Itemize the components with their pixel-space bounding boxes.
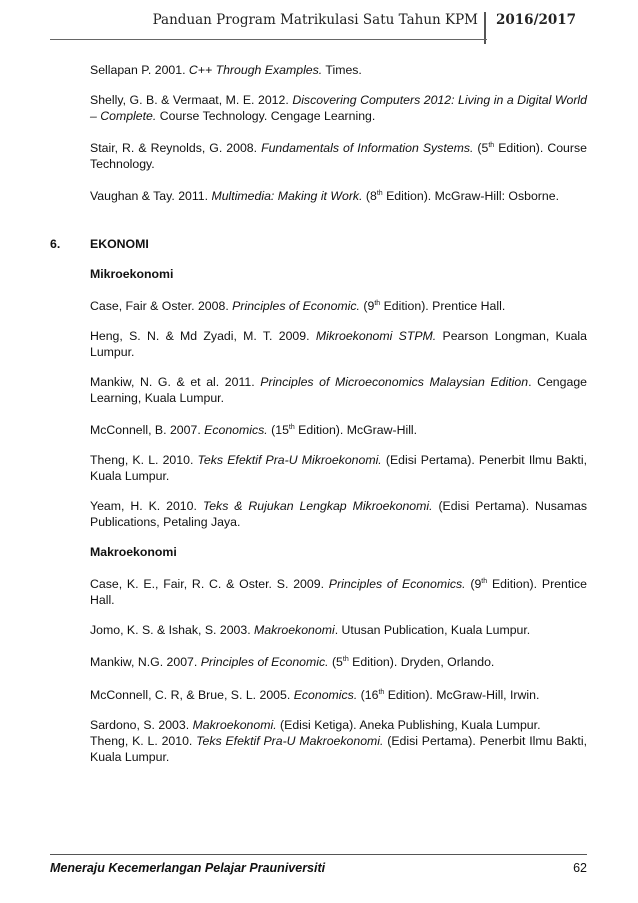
header-rule	[50, 39, 487, 40]
reference-italic: Mikroekonomi STPM.	[315, 329, 437, 344]
reference-sup: th	[288, 424, 295, 432]
reference-italic: Economics.	[204, 423, 268, 438]
reference-italic: Teks Efektif Pra-U Mikroekonomi.	[197, 453, 382, 468]
reference-sup: th	[342, 656, 349, 664]
reference-list-mikro	[50, 296, 587, 530]
reference-post: (Edisi Pertama). Penerbit Ilmu Bakti, Kuala Lumpur.	[90, 453, 587, 484]
subheading-mikro: Mikroekonomi	[90, 267, 174, 282]
reference-italic: Multimedia: Making it Work.	[211, 189, 363, 204]
section-title: EKONOMI	[90, 237, 149, 252]
reference-pre: Mankiw, N.G. 2007.	[90, 655, 201, 670]
reference-entry	[90, 92, 587, 124]
reference-post: . Cengage Learning, Kuala Lumpur.	[90, 375, 588, 406]
reference-pre: Mankiw, N. G. & et al. 2011.	[90, 375, 261, 390]
reference-list-top	[50, 62, 587, 204]
reference-post: Edition). McGraw-Hill.	[294, 423, 418, 438]
reference-pre: Vaughan & Tay. 2011.	[90, 189, 212, 204]
reference-post: (Edisi Pertama). Nusamas Publications, Petaling Jaya.	[90, 499, 587, 530]
reference-italic: Discovering Computers 2012: Living in a Digital World – Complete.	[90, 93, 587, 123]
reference-pre: McConnell, C. R, & Brue, S. L. 2005.	[90, 687, 294, 702]
reference-list-makro	[50, 574, 587, 764]
reference-entry	[90, 138, 587, 172]
reference-italic: Principles of Economic.	[200, 655, 329, 670]
reference-mid: (5	[473, 141, 489, 156]
reference-italic: Principles of Microeconomics Malaysian Edition	[260, 375, 529, 390]
reference-mid: (8	[362, 189, 377, 204]
reference-italic: Teks & Rujukan Lengkap Mikroekonomi.	[202, 499, 433, 514]
reference-post: Edition). Prentice Hall.	[90, 577, 587, 608]
reference-sup: th	[488, 142, 495, 149]
reference-pre: Stair, R. & Reynolds, G. 2008.	[90, 141, 262, 156]
reference-mid: (5	[328, 655, 343, 670]
reference-post: Pearson Longman, Kuala Lumpur.	[90, 329, 588, 360]
reference-italic: Makroekonomi	[254, 623, 335, 638]
header-title: Panduan Program Matrikulasi Satu Tahun KPM	[152, 12, 478, 28]
reference-post: Edition). Course Technology.	[90, 141, 587, 172]
reference-entry	[90, 186, 587, 204]
reference-entry	[90, 685, 587, 703]
reference-mid: (16	[357, 687, 379, 702]
page-number: 62	[573, 861, 587, 875]
footer-tagline: Meneraju Kecemerlangan Pelajar Prauniversiti	[50, 861, 326, 875]
reference-pre: Yeam, H. K. 2010.	[90, 499, 203, 514]
reference-entry	[90, 652, 587, 670]
reference-entry	[90, 374, 587, 406]
reference-pre: Case, Fair & Oster. 2008.	[90, 299, 233, 314]
reference-post: Edition). Dryden, Orlando.	[348, 655, 495, 670]
reference-post: (Edisi Ketiga). Aneka Publishing, Kuala Lumpur.	[276, 717, 541, 732]
reference-entry	[90, 498, 587, 530]
reference-entry	[90, 574, 587, 608]
reference-entry	[90, 452, 587, 484]
reference-post: Course Technology. Cengage Learning.	[156, 109, 376, 123]
reference-sup: th	[481, 578, 488, 586]
reference-entry	[90, 328, 587, 360]
reference-pre: Sardono, S. 2003.	[90, 717, 193, 732]
reference-sup: th	[378, 688, 385, 696]
reference-italic: Fundamentals of Information Systems.	[261, 141, 474, 156]
reference-pre: Theng, K. L. 2010.	[90, 453, 198, 468]
reference-post: Edition). Prentice Hall.	[380, 299, 506, 314]
reference-mid: (9	[359, 299, 375, 314]
reference-post: . Utusan Publication, Kuala Lumpur.	[334, 623, 531, 638]
header-year: 2016/2017	[496, 12, 577, 28]
section-number: 6.	[50, 237, 61, 252]
page-content	[50, 62, 587, 765]
reference-entry	[90, 296, 587, 314]
subheading-makro: Makroekonomi	[90, 545, 177, 560]
reference-italic: Teks Efektif Pra-U Makroekonomi.	[196, 733, 384, 748]
reference-italic: Principles of Economic.	[232, 299, 360, 314]
reference-entry	[90, 62, 587, 78]
reference-pre: McConnell, B. 2007.	[90, 423, 205, 438]
reference-entry	[90, 733, 587, 765]
page-header	[0, 12, 638, 42]
page-footer	[50, 854, 587, 875]
reference-post: (Edisi Pertama). Penerbit Ilmu Bakti, Kuala Lumpur.	[90, 733, 587, 764]
reference-sup: th	[374, 300, 381, 308]
section-heading	[50, 236, 587, 252]
reference-pre: Heng, S. N. & Md Zyadi, M. T. 2009.	[90, 329, 316, 344]
reference-pre: Sellapan P. 2001.	[90, 63, 189, 77]
reference-italic: Economics.	[293, 687, 358, 702]
reference-post: Edition). McGraw-Hill: Osborne.	[382, 189, 559, 204]
reference-sup: th	[376, 190, 383, 198]
reference-italic: Principles of Economics.	[328, 577, 466, 592]
reference-pre: Case, K. E., Fair, R. C. & Oster. S. 2009.	[90, 577, 329, 592]
reference-italic: C++ Through Examples.	[188, 63, 323, 77]
reference-mid: (15	[267, 423, 289, 438]
reference-pre: Jomo, K. S. & Ishak, S. 2003.	[90, 623, 255, 638]
reference-mid: (9	[465, 577, 482, 592]
reference-entry	[90, 420, 587, 438]
reference-pre: Shelly, G. B. & Vermaat, M. E. 2012.	[90, 93, 293, 107]
reference-italic: Makroekonomi.	[192, 717, 277, 732]
reference-post: Edition). McGraw-Hill, Irwin.	[384, 687, 540, 702]
reference-post: Times.	[322, 63, 362, 77]
reference-entry	[90, 717, 587, 733]
reference-pre: Theng, K. L. 2010.	[90, 733, 197, 748]
reference-entry	[90, 622, 587, 638]
